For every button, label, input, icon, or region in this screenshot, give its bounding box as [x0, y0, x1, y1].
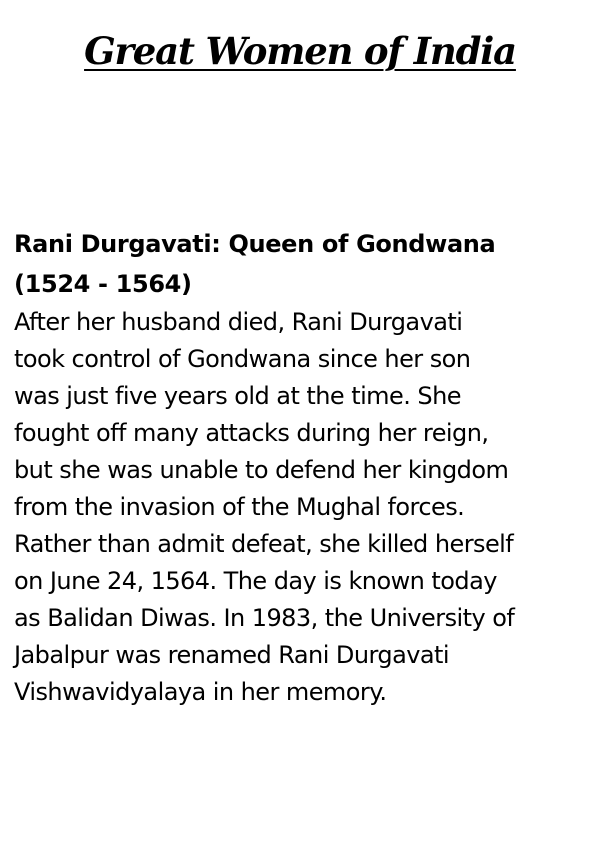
article-heading-line: Rani Durgavati: Queen of Gondwana [14, 230, 496, 258]
article-heading [14, 224, 594, 304]
body-line: Rather than admit defeat, she killed herself [14, 530, 514, 558]
article-body [14, 304, 594, 711]
article [14, 224, 594, 711]
article-heading-dates: (1524 - 1564) [14, 270, 192, 298]
page-title: Great Women of India [84, 29, 516, 73]
body-line: from the invasion of the Mughal forces. [14, 493, 465, 521]
body-line: Vishwavidyalaya in her memory. [14, 678, 387, 706]
body-line: was just five years old at the time. She [14, 382, 461, 410]
body-line: Jabalpur was renamed Rani Durgavati [14, 641, 450, 669]
body-line: on June 24, 1564. The day is known today [14, 567, 497, 595]
body-line: fought off many attacks during her reign, [14, 419, 489, 447]
body-line: took control of Gondwana since her son [14, 345, 471, 373]
body-line: After her husband died, Rani Durgavati [14, 308, 463, 336]
body-line: as Balidan Diwas. In 1983, the University of [14, 604, 515, 632]
body-line: but she was unable to defend her kingdom [14, 456, 509, 484]
